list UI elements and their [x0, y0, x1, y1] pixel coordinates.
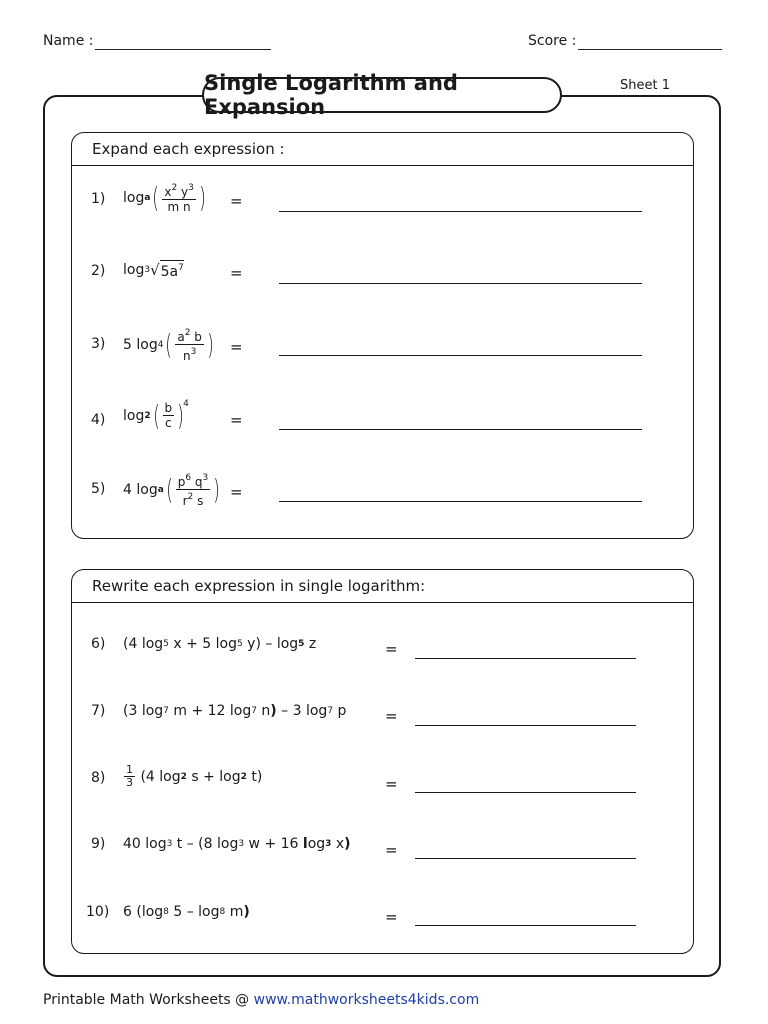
answer-line-7[interactable]: [415, 725, 636, 726]
question-number: 6): [91, 636, 106, 652]
equals-sign: =: [230, 192, 243, 210]
expression-2: log 3 √ $5a^7$: [123, 260, 184, 280]
name-label: Name :: [43, 33, 94, 49]
expression-8: $\frac{1}{3}$ (4 log 2 s + log 2 t): [126, 763, 263, 789]
score-field[interactable]: [578, 49, 722, 50]
question-number: 9): [91, 836, 106, 852]
rewrite-section: [71, 569, 694, 954]
equals-sign: =: [385, 908, 398, 926]
answer-line-5[interactable]: [279, 501, 642, 502]
expression-10: 6 (log 8 5 – log 8 m): [123, 904, 250, 920]
expression-5: 4 log a ( $\frac{p^6 q^3}{r^2 s}$ ): [123, 472, 220, 508]
question-number: 7): [91, 703, 106, 719]
expression-1: log a ( $\frac{x^2 y^3}{\text{m n}}$ ): [123, 180, 206, 214]
footer: [43, 992, 479, 1008]
worksheet-title-text: Single Logarithm and Expansion: [204, 71, 458, 119]
answer-line-4[interactable]: [279, 429, 642, 430]
equals-sign: =: [385, 841, 398, 859]
name-field[interactable]: [95, 49, 271, 50]
answer-line-3[interactable]: [279, 355, 642, 356]
answer-line-1[interactable]: [279, 211, 642, 212]
expression-4: log 2 ( $\frac{b}{c}$ ) 4: [123, 398, 189, 432]
expand-section-heading: Expand each expression :: [72, 133, 693, 166]
answer-line-6[interactable]: [415, 658, 636, 659]
equals-sign: =: [230, 411, 243, 429]
equals-sign: =: [230, 338, 243, 356]
question-number: 8): [91, 770, 106, 786]
question-number: 3): [91, 336, 106, 352]
answer-line-9[interactable]: [415, 858, 636, 859]
worksheet-title: [202, 71, 562, 119]
answer-line-2[interactable]: [279, 283, 642, 284]
answer-line-10[interactable]: [415, 925, 636, 926]
sheet-label: Sheet 1: [620, 78, 670, 93]
equals-sign: =: [385, 707, 398, 725]
expression-7: (3 log 7 m + 12 log 7 n) – 3 log 7 p: [123, 703, 347, 719]
footer-link[interactable]: www.mathworksheets4kids.com: [253, 992, 480, 1008]
score-label: Score :: [528, 33, 577, 49]
question-number: 5): [91, 481, 106, 497]
equals-sign: =: [230, 483, 243, 501]
equals-sign: =: [385, 775, 398, 793]
question-number: 4): [91, 412, 106, 428]
answer-line-8[interactable]: [415, 792, 636, 793]
question-number: 2): [91, 263, 106, 279]
expand-section: [71, 132, 694, 539]
expression-3: 5 log 4 ( $\frac{a^2 b}{n^3}$ ): [123, 327, 214, 363]
equals-sign: =: [385, 640, 398, 658]
question-number: 1): [91, 191, 106, 207]
rewrite-section-heading: Rewrite each expression in single logarithm:: [72, 570, 693, 603]
expression-6: (4 log 5 x + 5 log 5 y) – log 5 z: [123, 636, 317, 652]
expression-9: 40 log 3 t – (8 log 3 w + 16 log 3 x): [123, 836, 351, 852]
question-number: 10): [86, 904, 110, 920]
equals-sign: =: [230, 264, 243, 282]
footer-text: Printable Math Worksheets @: [43, 992, 254, 1008]
